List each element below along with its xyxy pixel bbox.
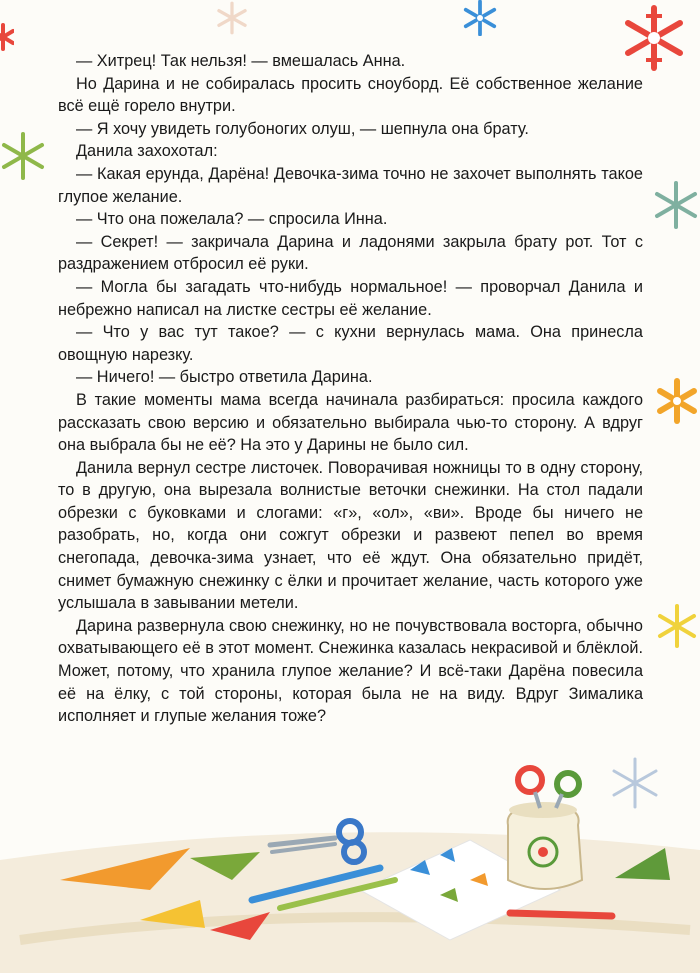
paragraph: — Секрет! — закричала Дарина и ладонями закрыла брату рот. Тот с раздражением отбросил её руки.	[58, 232, 643, 274]
story-text	[58, 50, 643, 728]
paragraph: — Ничего! — быстро ответила Дарина.	[76, 368, 373, 387]
jar-icon	[508, 768, 582, 889]
paragraph: — Что у вас тут такое? — с кухни вернулась мама. Она принесла овощную нарезку.	[58, 323, 643, 364]
snowflake-yellow-icon	[654, 600, 700, 652]
snowflake-orange-icon	[654, 376, 700, 426]
paragraph: — Хитрец! Так нельзя! — вмешалась Анна.	[76, 52, 406, 70]
paragraph: Данила захохотал:	[76, 142, 218, 161]
snowflake-green-left-icon	[0, 130, 46, 182]
snowflake-blue-icon	[452, 0, 508, 36]
snowflake-pale-icon	[210, 0, 254, 36]
paragraph: Данила вернул сестре листочек. Поворачивая ножницы то в одну сторону, то в другую, она вырезала волнистые веточки снежинки. На стол падали обрезки с буковками и слогами: «г», «ол», «ви». Вроде бы ничего не разобрать, но, когда они сожгут обрезки и развеют пепел во время снегопада, девочка-зима узнает, что её ждут. Она обязательно придёт, снимет бумажную снежинку с ёлки и прочитает желание, часть которого уже услышала в завывании метели.	[58, 458, 643, 613]
paragraph: — Что она пожелала? — спросила Инна.	[76, 210, 388, 229]
paragraph: — Могла бы загадать что-нибудь нормальное! — проворчал Данила и небрежно написал на листке сестры её желание.	[58, 277, 643, 319]
paragraph: Дарина развернула свою снежинку, но не почувствовала восторга, обычно охватывающего её в этот момент. Снежинка казалась некрасивой и блёклой. Может, потому, что хранила глупое желание? И всё-таки Дарёна повесила её на ёлку, с той стороны, которая была не на виду. Вдруг Зималика исполняет и глупые желания тоже?	[58, 616, 643, 726]
paragraph: — Какая ерунда, Дарёна! Девочка-зима точно не захочет выполнять такое глупое желание.	[58, 164, 643, 206]
paragraph: В такие моменты мама всегда начинала разбираться: просила каждого рассказать свою версию и обязательно выбирала чью-то сторону. А вдруг она выбрала бы не её? На это у Дарины не было сил.	[58, 390, 643, 455]
snowflake-green-right-icon	[652, 178, 700, 232]
paragraph: Но Дарина и не собиралась просить сноуборд. Её собственное желание всё ещё горело внутри.	[58, 74, 643, 116]
paragraph: — Я хочу увидеть голубоногих олуш, — шепнула она брату.	[76, 119, 529, 138]
snowflake-red-small-icon	[0, 22, 14, 52]
table-illustration	[0, 740, 700, 973]
